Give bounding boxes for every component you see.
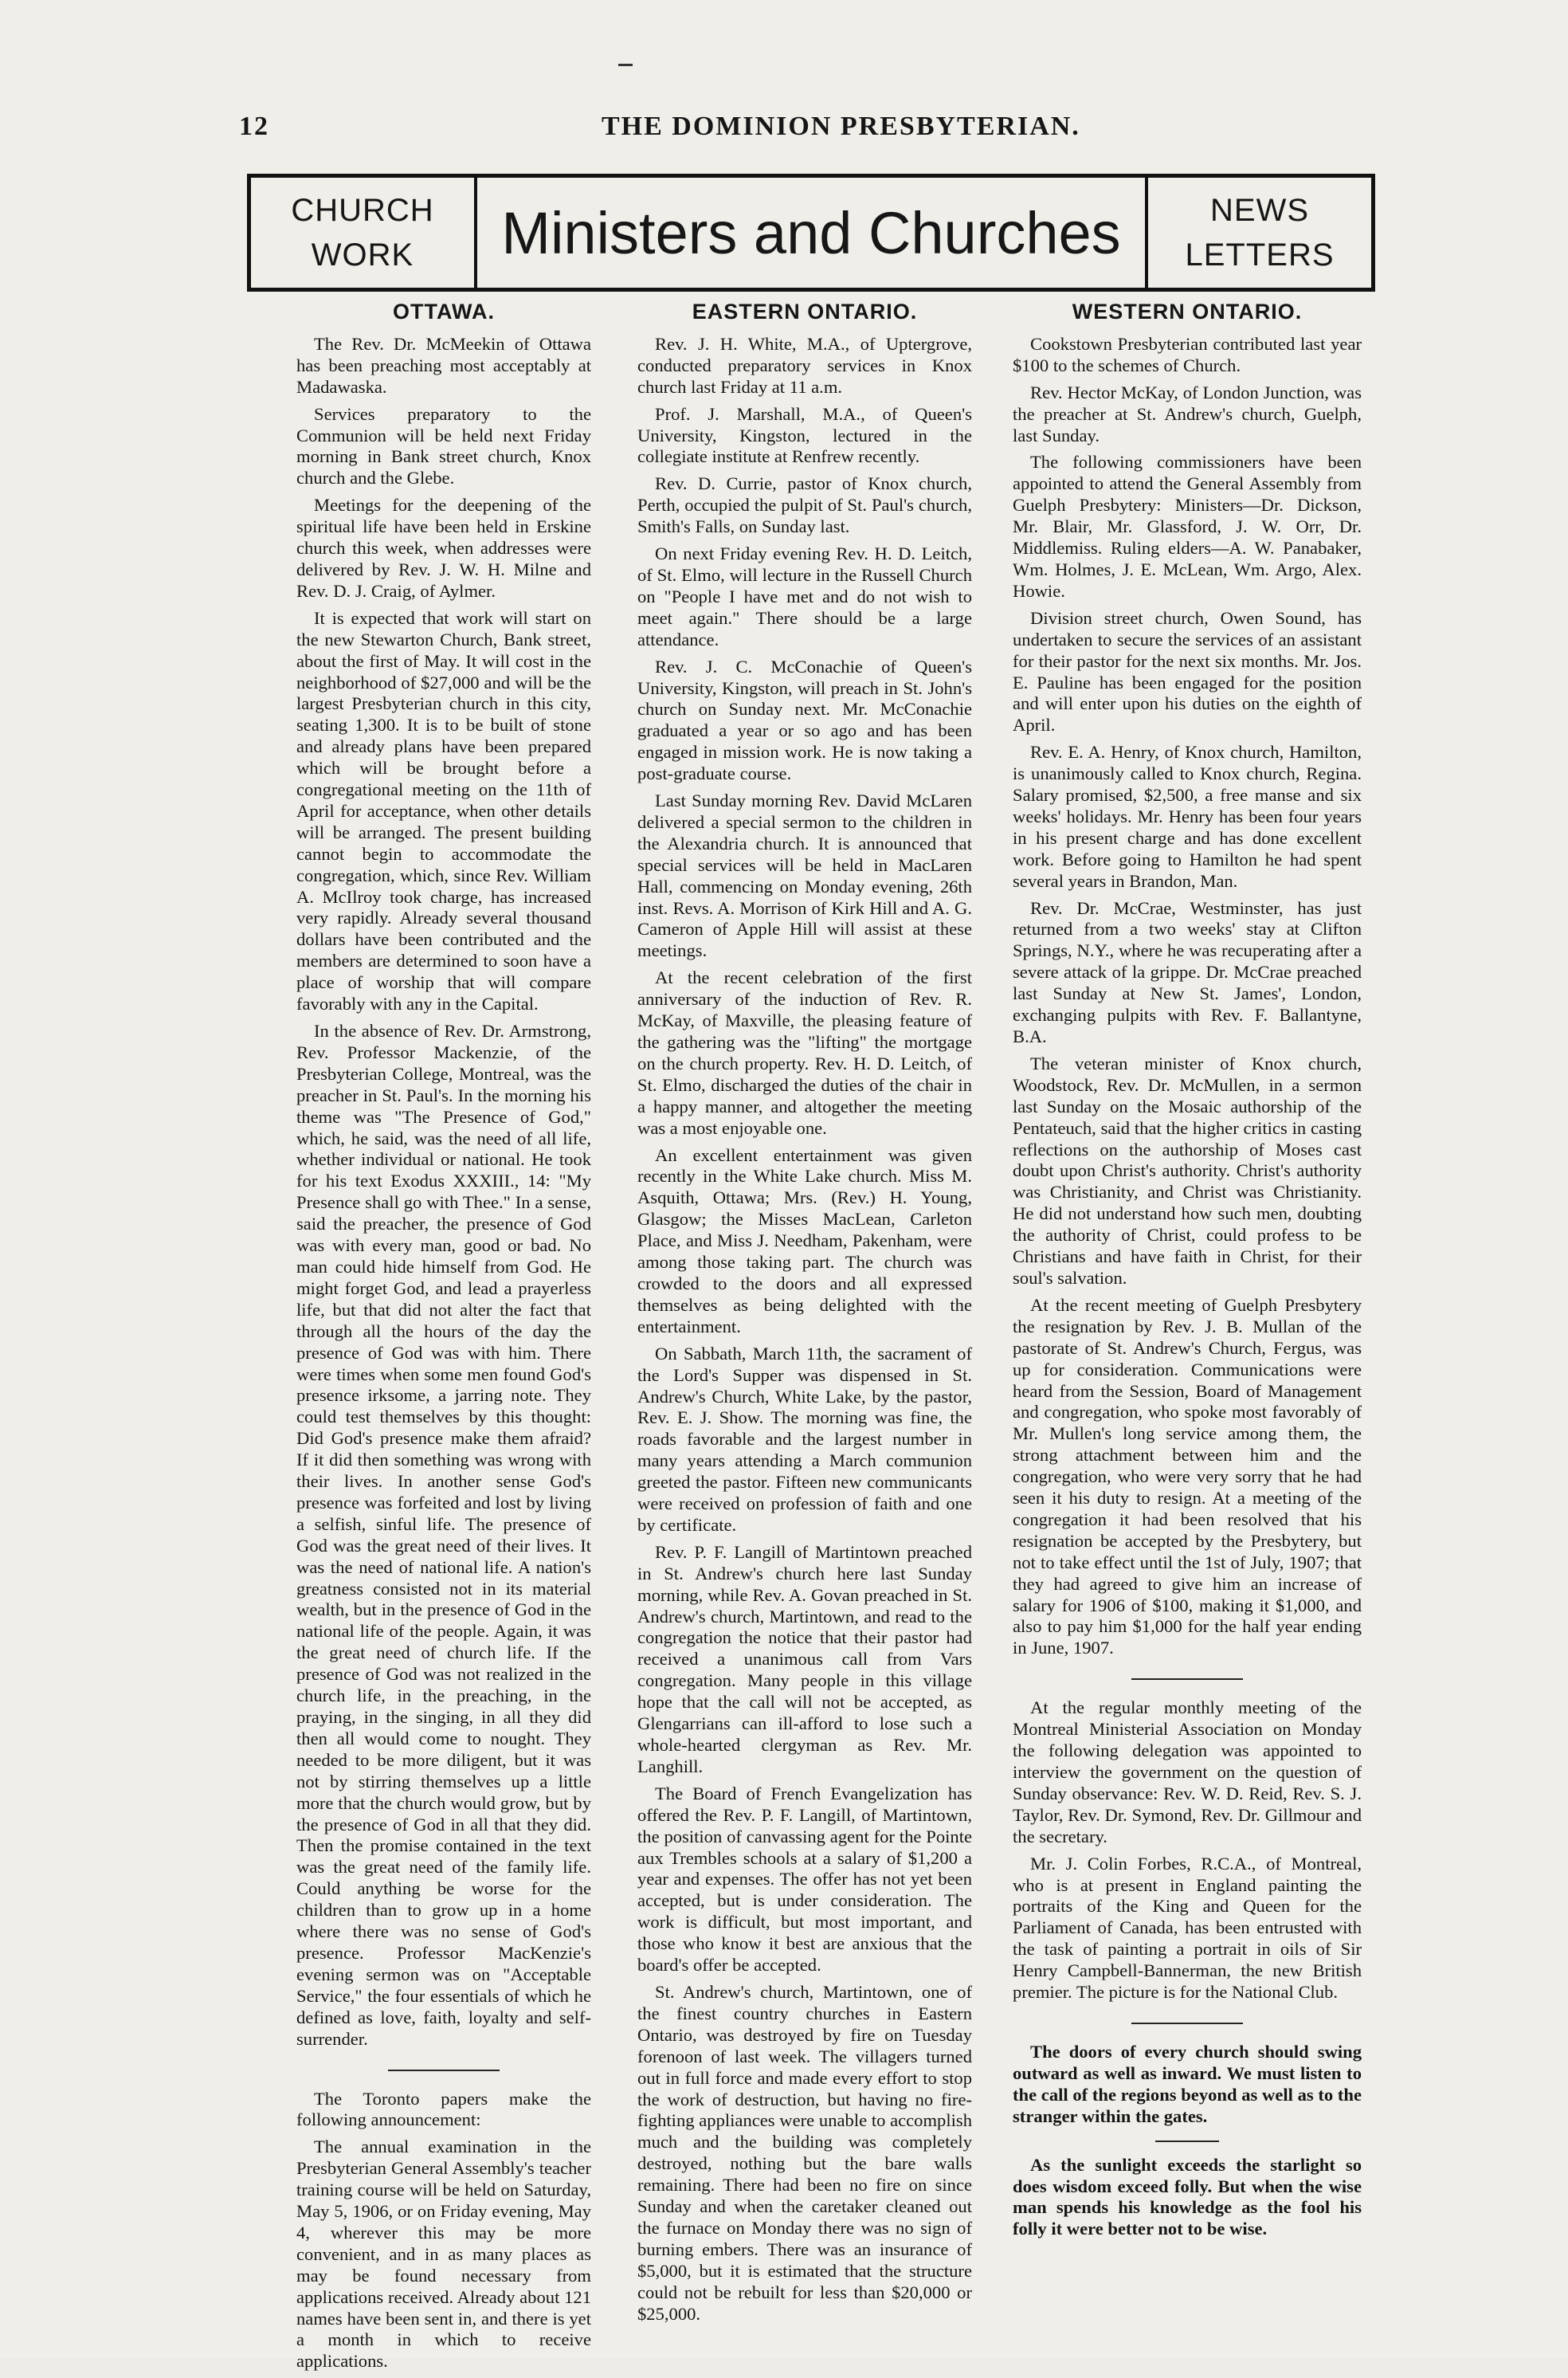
banner-right-line1: NEWS [1210, 193, 1309, 228]
column-western-ontario [1013, 301, 1362, 2246]
page-header [239, 112, 1329, 142]
article-paragraph: The doors of every church should swing outward as well as inward. We must listen to the call of the regions beyond as well as to the stranger within the gates. [1013, 2041, 1362, 2126]
article-paragraph: Rev. D. Currie, pastor of Knox church, Perth, occupied the pulpit of St. Paul's church, Smith's Falls, on Sunday last. [637, 473, 972, 537]
banner-left-line1: CHURCH [291, 193, 434, 228]
article-paragraph: The annual examination in the Presbyterian General Assembly's teacher training course will be held on Saturday, May 5, 1906, or on Friday evening, May 4, wherever this may be more convenient, and in as many places as may be found necessary from applications received. Already about 121 names have been sent in, and there is yet a month in which to receive applications. [296, 2137, 591, 2372]
column-ottawa [296, 301, 591, 2378]
article-paragraph: At the recent celebration of the first anniversary of the induction of Rev. R. McKay, of Maxville, the pleasing feature of the gathering was the "lifting" the mortgage on the church property. Rev. H. D. Leitch, of St. Elmo, discharged the duties of the chair in a happy manner, and altogether the meeting was a most enjoyable one. [637, 967, 972, 1138]
article-paragraph: Cookstown Presbyterian contributed last year $100 to the schemes of Church. [1013, 333, 1362, 375]
article-paragraph: As the sunlight exceeds the starlight so does wisdom exceed folly. But when the wise man spends his knowledge as the fool his folly it were better not to be wise. [1013, 2154, 1362, 2239]
article-paragraph: On next Friday evening Rev. H. D. Leitch, of St. Elmo, will lecture in the Russell Church on "People I have met and do not wish to meet again." There should be a large attendance. [637, 543, 972, 649]
article-paragraph: Division street church, Owen Sound, has undertaken to secure the services of an assistant for their pastor for the next six months. Mr. Jos. E. Pauline has been engaged for the position and will enter upon his duties on the eighth of April. [1013, 607, 1362, 736]
banner-left-box [251, 178, 477, 288]
banner-title: Ministers and Churches [501, 199, 1121, 266]
divider-rule [1155, 2141, 1219, 2142]
divider-rule [388, 2070, 500, 2071]
article-paragraph: Mr. J. Colin Forbes, R.C.A., of Montreal, who is at present in England painting the portraits of the King and Queen for the Parliament of Canada, has been entrusted with the task of painting a portrait in oils of Sir Henry Campbell-Bannerman, the new British premier. The picture is for the National Club. [1013, 1853, 1362, 2003]
article-paragraph: In the absence of Rev. Dr. Armstrong, Rev. Professor Mackenzie, of the Presbyterian College, Montreal, was the preacher in St. Paul's. In the morning his theme was "The Presence of God," which, he said, was the need of all life, whether individual or national. He took for his text Exodus XXXIII., 14: "My Presence shall go with Thee." In a sense, said the preacher, the presence of God was with every man, good or bad. No man could hide himself from God. He might forget God, and lead a prayerless life, but that did not alter the fact that through all the hours of the day the presence of God was with him. There were times when some men found God's presence irksome, a jarring note. They could test themselves by this thought: Did God's presence make them afraid? If it did then something was wrong with their lives. In another sense God's presence was forfeited and lost by living a selfish, sinful life. The presence of God was the great need of their lives. It was the need of national life. A nation's greatness consisted not in its material wealth, but in the presence of God in the national life of the people. Again, it was the great need of church life. If the presence of God was not realized in the church life, in the preaching, in the praying, in the singing, in all they did then all would come to nought. They needed to be more diligent, but it was not by stirring themselves up a little more that the church would grow, but by the presence of God in all that they did. Then the promise contained in the text was the great need of the family life. Could anything be worse for the children than to grow up in a home where there was no sense of God's presence. Professor MacKenzie's evening sermon was on "Acceptable Service," the four essentials of which he defined as love, faith, loyalty and self-surrender. [296, 1021, 591, 2049]
section-banner [247, 174, 1375, 292]
article-paragraph: Rev. J. C. McConachie of Queen's University, Kingston, will preach in St. John's church on Sunday next. Mr. McConachie graduated a year or so ago and has been engaged in mission work. He is now taking a post-graduate course. [637, 656, 972, 784]
divider-rule [1131, 1678, 1243, 1680]
article-paragraph: At the regular monthly meeting of the Montreal Ministerial Association on Monday the following delegation was appointed to interview the government on the question of Sunday observance: Rev. W. D. Reid, Rev. S. J. Taylor, Rev. Dr. Symond, Rev. Dr. Gillmour and the secretary. [1013, 1697, 1362, 1846]
article-paragraph: Rev. E. A. Henry, of Knox church, Hamilton, is unanimously called to Knox church, Regina. Salary promised, $2,500, a free manse and six weeks' holidays. Mr. Henry has been four years in his present charge and has done excellent work. Before going to Hamilton he had spent several years in Brandon, Man. [1013, 742, 1362, 891]
journal-title: THE DOMINION PRESBYTERIAN. [602, 112, 1080, 141]
article-paragraph: Services preparatory to the Communion will be held next Friday morning in Bank street church, Knox church and the Glebe. [296, 403, 591, 489]
article-paragraph: The following commissioners have been appointed to attend the General Assembly from Guelph Presbytery: Ministers—Dr. Dickson, Mr. Blair, Mr. Glassford, J. W. Orr, Dr. Middlemiss. Ruling elders—A. W. Panabaker, Wm. Holmes, J. E. McLean, Wm. Argo, Alex. Howie. [1013, 452, 1362, 601]
banner-left-line2: WORK [311, 237, 414, 273]
column-heading-western: WESTERN ONTARIO. [1072, 300, 1303, 324]
divider-rule [1131, 2023, 1243, 2024]
article-paragraph: The Toronto papers make the following announcement: [296, 2088, 591, 2130]
article-paragraph: Meetings for the deepening of the spiritual life have been held in Erskine church this week, when addresses were delivered by Rev. J. W. H. Milne and Rev. D. J. Craig, of Aylmer. [296, 495, 591, 601]
article-paragraph: On Sabbath, March 11th, the sacrament of the Lord's Supper was dispensed in St. Andrew's Church, White Lake, by the pastor, Rev. E. J. Show. The morning was fine, the roads favorable and the largest number in many years attending a March communion greeted the pastor. Fifteen new communicants were received on profession of faith and one by certificate. [637, 1343, 972, 1535]
article-paragraph: The Rev. Dr. McMeekin of Ottawa has been preaching most acceptably at Madawaska. [296, 333, 591, 397]
article-paragraph: At the recent meeting of Guelph Presbytery the resignation by Rev. J. B. Mullan of the pastorate of St. Andrew's Church, Fergus, was up for consideration. Communications were heard from the Session, Board of Management and congregation, who spoke most favorably of Mr. Mullen's long service among them, the strong attachment between him and the congregation, who were very sorry that he had seen it his duty to resign. At a meeting of the congregation it had been resolved that his resignation be accepted by the Presbytery, but not to take effect until the 1st of July, 1907; that they had agreed to give him an increase of salary for 1906 of $100, making it $1,000, and also to pay him $1,000 for the half year ending in June, 1907. [1013, 1294, 1362, 1658]
page-number: 12 [239, 112, 269, 141]
article-paragraph: Rev. J. H. White, M.A., of Uptergrove, conducted preparatory services in Knox church last Friday at 11 a.m. [637, 333, 972, 397]
article-paragraph: Rev. Dr. McCrae, Westminster, has just returned from a two weeks' stay at Clifton Springs, N.Y., where he was recuperating after a severe attack of la grippe. Dr. McCrae preached last Sunday at New St. James', London, exchanging pulpits with Rev. F. Ballantyne, B.A. [1013, 897, 1362, 1046]
article-paragraph: St. Andrew's church, Martintown, one of the finest country churches in Eastern Ontario, was destroyed by fire on Tuesday forenoon of last week. The villagers turned out in full force and made every effort to stop the work of destruction, but having no fire-fighting appliances were unable to accomplish much and the building was completely destroyed, nothing but the bare walls remaining. There had been no fire on since Sunday and when the caretaker cleaned out the furnace on Monday there was no sign of burning embers. There was an insurance of $5,000, but it is estimated that the structure could not be rebuilt for less than $20,000 or $25,000. [637, 1981, 972, 2324]
article-paragraph: Prof. J. Marshall, M.A., of Queen's University, Kingston, lectured in the collegiate institute at Renfrew recently. [637, 403, 972, 467]
print-mark [618, 64, 633, 66]
article-paragraph: Rev. Hector McKay, of London Junction, was the preacher at St. Andrew's church, Guelph, last Sunday. [1013, 382, 1362, 445]
article-paragraph: It is expected that work will start on the new Stewarton Church, Bank street, about the first of May. It will cost in the neighborhood of $27,000 and will be the largest Presbyterian church in this city, seating 1,300. It is to be built of stone and already plans have been prepared which will be brought before a congregational meeting on the 11th of April for acceptance, when other details will be arranged. The present building cannot begin to accommodate the congregation, which, since Rev. William A. McIlroy took charge, has increased very rapidly. Already several thousand dollars have been contributed and the members are determined to soon have a place of worship that will compare favorably with any in the Capital. [296, 607, 591, 1014]
column-heading-eastern: EASTERN ONTARIO. [692, 300, 918, 324]
article-paragraph: The Board of French Evangelization has offered the Rev. P. F. Langill, of Martintown, the position of canvassing agent for the Pointe aux Trembles schools at a salary of $1,200 a year and expenses. The offer has not yet been accepted, but is under consideration. The work is difficult, but most important, and those who know it best are anxious that the board's offer be accepted. [637, 1783, 972, 1976]
column-eastern-ontario [637, 301, 972, 2330]
article-paragraph: An excellent entertainment was given recently in the White Lake church. Miss M. Asquith, Ottawa; Mrs. (Rev.) H. Young, Glasgow; the Misses MacLean, Carleton Place, and Miss J. Needham, Pakenham, were among those taking part. The church was crowded to the doors and all expressed themselves as being delighted with the entertainment. [637, 1144, 972, 1336]
banner-right-line2: LETTERS [1185, 237, 1335, 273]
column-heading-ottawa: OTTAWA. [393, 300, 495, 324]
article-paragraph: Rev. P. F. Langill of Martintown preached in St. Andrew's church here last Sunday morning, while Rev. A. Govan preached in St. Andrew's church, Martintown, and read to the congregation the notice that their pastor had received a unanimous call from Vars congregation. Many people in this village hope that the call will not be accepted, as Glengarrians can ill-afford to lose such a whole-hearted clergyman as Rev. Mr. Langhill. [637, 1541, 972, 1776]
article-paragraph: Last Sunday morning Rev. David McLaren delivered a special sermon to the children in the Alexandria church. It is announced that special services will be held in MacLaren Hall, commencing on Monday evening, 26th inst. Revs. A. Morrison of Kirk Hill and A. G. Cameron of Apple Hill will assist at these meetings. [637, 791, 972, 961]
banner-right-box [1145, 178, 1371, 288]
article-paragraph: The veteran minister of Knox church, Woodstock, Rev. Dr. McMullen, in a sermon last Sunday on the Mosaic authorship of the Pentateuch, said that the higher critics in casting reflections on the authorship of Moses cast doubt upon Christ's authority. Christ's authority was Christianity, and Christ was Christianity. He did not understand how such men, doubting the authority of Christ, could profess to be Christians and have faith in Christ, for their soul's salvation. [1013, 1053, 1362, 1288]
